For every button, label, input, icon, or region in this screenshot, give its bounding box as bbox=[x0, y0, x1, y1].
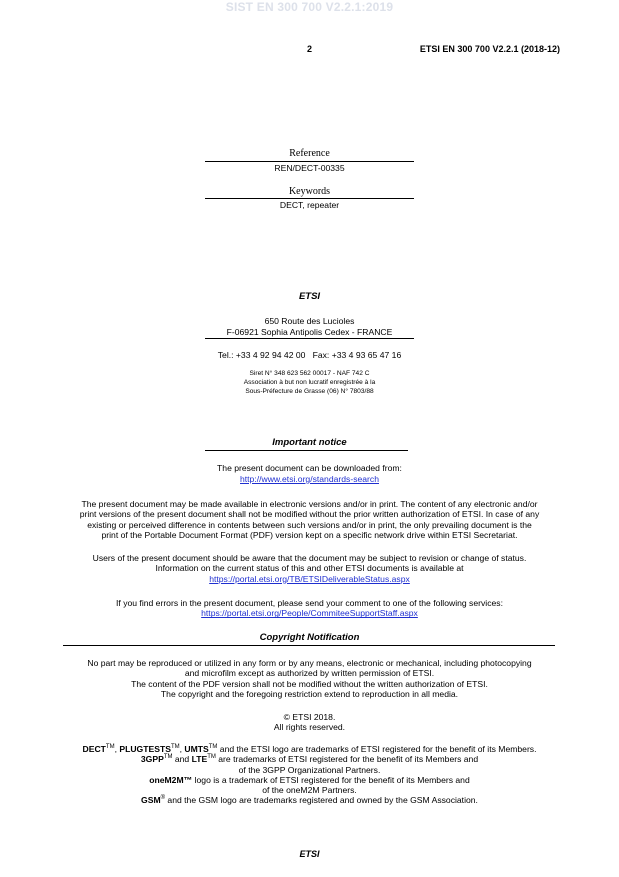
3gpp-mark: 3GPP bbox=[140, 754, 164, 765]
trademark-line-2-text: are trademarks of ETSI registered for the benefit of its Members and bbox=[215, 754, 479, 765]
dect-mark: DECT bbox=[82, 744, 106, 754]
trademarks-block bbox=[20, 744, 599, 806]
reference-label: Reference bbox=[289, 148, 330, 159]
umts-mark: UMTS bbox=[184, 744, 209, 754]
trademark-line-4 bbox=[20, 775, 599, 785]
association-line-1: Association à but non lucratif enregistrée à la bbox=[243, 379, 376, 386]
copyright-line: The copyright and the foregoing restriction extend to reproduction in all media. bbox=[160, 688, 459, 699]
address-line-2: F-06921 Sophia Antipolis Cedex - FRANCE bbox=[226, 327, 393, 337]
download-text: The present document can be downloaded from: bbox=[217, 463, 402, 473]
copyright-rule bbox=[63, 645, 555, 646]
standards-search-link[interactable]: http://www.etsi.org/standards-search bbox=[240, 474, 379, 484]
trademark-line-1: DECT™, PLUGTESTS™, UMTS™ and the ETSI logo are trademarks of ETSI registered for the benefit of its Members. bbox=[82, 744, 537, 754]
page-number: 2 bbox=[306, 44, 312, 54]
committee-support-link[interactable]: https://portal.etsi.org/People/CommiteeSupportStaff.aspx bbox=[201, 608, 418, 619]
notice-paragraph-1 bbox=[20, 499, 599, 540]
tm-symbol: TM bbox=[170, 744, 180, 751]
notice-paragraph-1-line: print versions of the present document shall not be modified without the prior written authorization of ETSI. In case of any bbox=[79, 509, 540, 520]
keywords-value: DECT, repeater bbox=[279, 200, 340, 210]
tm-symbol: TM bbox=[163, 754, 173, 761]
notice-paragraph-3-line: If you find errors in the present document, please send your comment to one of the following services: bbox=[116, 598, 503, 608]
reference-value: REN/DECT-00335 bbox=[274, 163, 345, 173]
trademark-line-6 bbox=[20, 795, 599, 805]
copyright-title: Copyright Notification bbox=[259, 632, 360, 643]
reference-rule bbox=[205, 161, 414, 162]
trademark-line-4-text: logo is a trademark of ETSI registered for the benefit of its Members and bbox=[192, 774, 470, 785]
trademark-line-2: 3GPP™ and LTE™ are trademarks of ETSI registered for the benefit of its Members and bbox=[140, 754, 479, 765]
document-identifier: ETSI EN 300 700 V2.2.1 (2018-12) bbox=[419, 44, 560, 54]
tm-symbol: TM bbox=[207, 754, 216, 761]
tm-symbol: TM bbox=[208, 744, 218, 751]
rights-reserved: All rights reserved. bbox=[273, 722, 346, 733]
trademark-line-5: of the oneM2M Partners. bbox=[262, 785, 357, 796]
trademark-line-1-text: and the ETSI logo are trademarks of ETSI registered for the benefit of its Members. bbox=[217, 744, 537, 754]
gsm-mark: GSM bbox=[141, 795, 161, 806]
copyright-paragraph bbox=[20, 658, 599, 699]
notice-paragraph-3 bbox=[20, 598, 599, 619]
copyright-line: and microfilm except as authorized by written permission of ETSI. bbox=[184, 668, 435, 679]
address-rule bbox=[205, 338, 414, 339]
important-notice-title: Important notice bbox=[272, 437, 347, 448]
notice-paragraph-2 bbox=[20, 553, 599, 584]
watermark-text: SIST EN 300 700 V2.2.1:2019 bbox=[225, 0, 394, 14]
association-line-2: Sous-Préfecture de Grasse (06) N° 7803/88 bbox=[245, 388, 374, 395]
deliverable-status-link[interactable]: https://portal.etsi.org/TB/ETSIDeliverableStatus.aspx bbox=[209, 573, 410, 584]
lte-mark: LTE bbox=[191, 754, 208, 765]
etsi-title: ETSI bbox=[298, 291, 321, 302]
address-line-1: 650 Route des Lucioles bbox=[264, 316, 355, 326]
plugtests-mark: PLUGTESTS bbox=[119, 744, 171, 754]
phone-fax: Tel.: +33 4 92 94 42 00 Fax: +33 4 93 65 47 16 bbox=[217, 350, 402, 360]
copyright-line: The content of the PDF version shall not be modified without the written authorization of ETSI. bbox=[131, 678, 488, 689]
keywords-rule bbox=[205, 198, 414, 199]
copyright-line: No part may be reproduced or utilized in any form or by any means, electronic or mechanical, including photocopying bbox=[87, 658, 532, 668]
notice-paragraph-1-line: The present document may be made available in electronic versions and/or in print. The content of any electronic and/or bbox=[81, 499, 538, 509]
tm-symbol: TM bbox=[105, 744, 115, 751]
keywords-label: Keywords bbox=[288, 186, 331, 197]
notice-paragraph-1-line: print of the Portable Document Format (PDF) version kept on a specific network drive within ETSI Secretariat. bbox=[101, 529, 518, 540]
important-notice-rule bbox=[205, 450, 408, 451]
notice-paragraph-2-line: Users of the present document should be aware that the document may be subject to revision or change of status. bbox=[92, 553, 527, 563]
trademark-line-6-text: and the GSM logo are trademarks registered and owned by the GSM Association. bbox=[165, 795, 478, 806]
onem2m-mark: oneM2M™ bbox=[149, 774, 193, 785]
siret: Siret N° 348 623 562 00017 - NAF 742 C bbox=[249, 370, 370, 377]
notice-paragraph-1-line: existing or perceived difference in contents between such versions and/or in print, the only prevailing document is the bbox=[87, 519, 532, 530]
copyright-statement bbox=[0, 712, 619, 733]
registered-symbol: ® bbox=[160, 795, 166, 802]
footer-etsi: ETSI bbox=[299, 849, 320, 859]
notice-paragraph-2-line: Information on the current status of this and other ETSI documents is available at bbox=[155, 563, 464, 574]
trademark-line-3: of the 3GPP Organizational Partners. bbox=[238, 764, 381, 775]
copyright-year: © ETSI 2018. bbox=[283, 712, 336, 722]
